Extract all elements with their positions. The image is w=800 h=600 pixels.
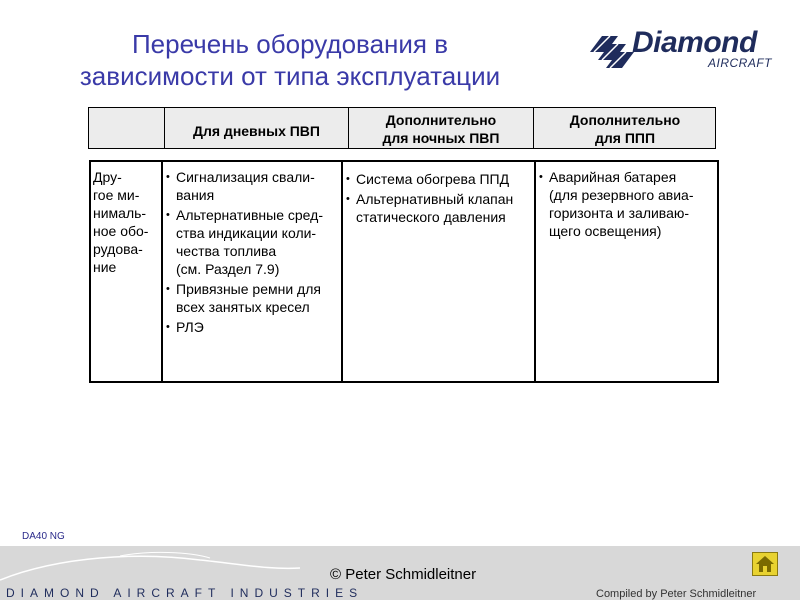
list-item-line: статического давления — [356, 209, 506, 225]
list-item-line: щего освещения) — [549, 223, 662, 239]
logo-subtitle: AIRCRAFT — [708, 56, 772, 70]
row-label-line: ние — [93, 259, 117, 275]
copyright-text: © Peter Schmidleitner — [330, 566, 477, 583]
list-item — [166, 206, 339, 278]
col-night-vfr-items — [341, 162, 534, 381]
home-button[interactable] — [752, 552, 778, 576]
list-item-line: • Альтернативные сред- — [176, 207, 323, 223]
list-item-line: горизонта и заливаю- — [549, 205, 690, 221]
header-col-ifr: Дополнительно для ППП — [533, 108, 716, 148]
row-label-line: рудова- — [93, 241, 143, 257]
list-item-line: (см. Раздел 7.9) — [176, 261, 280, 277]
list-item-line: • Привязные ремни для — [176, 281, 321, 297]
header-col-night-vfr: Дополнительно для ночных ПВП — [348, 108, 533, 148]
equipment-table — [89, 160, 719, 383]
list-item — [166, 280, 339, 316]
list-item-line: • Сигнализация свали- — [176, 169, 315, 185]
list-item — [346, 190, 532, 226]
aircraft-swoosh-icon — [0, 546, 320, 586]
list-item-line: ства индикации коли- — [176, 225, 317, 241]
home-icon — [753, 553, 777, 575]
footer-bar — [0, 546, 800, 600]
list-item-line: • РЛЭ — [176, 319, 204, 335]
row-label-line: гое ми- — [93, 187, 140, 203]
company-name: DIAMOND AIRCRAFT INDUSTRIES — [6, 586, 364, 600]
list-item-line: вания — [176, 187, 215, 203]
list-item — [539, 168, 715, 240]
list-item — [166, 168, 339, 204]
row-label — [91, 162, 161, 381]
logo-word: Diamond — [632, 26, 757, 59]
list-item-line: • Система обогрева ППД — [356, 171, 510, 187]
title-line: зависимости от типа эксплуатации — [79, 61, 501, 91]
list-item-line: (для резервного авиа- — [549, 187, 694, 203]
list-item — [346, 170, 532, 188]
col-day-vfr-items — [161, 162, 341, 381]
diamond-logo-icon — [588, 30, 636, 70]
list-item-line: чества топлива — [176, 243, 277, 259]
col-ifr-items — [534, 162, 717, 381]
row-label-line: Дру- — [93, 169, 122, 185]
row-label-line: нималь- — [93, 205, 147, 221]
model-label: DA40 NG — [22, 531, 65, 542]
compiled-by: Compiled by Peter Schmidleitner — [596, 588, 757, 600]
header-col-day-vfr: Для дневных ПВП — [164, 108, 348, 148]
list-item-line: • Аварийная батарея — [549, 169, 677, 185]
slide-title — [60, 28, 520, 92]
list-item — [166, 318, 339, 336]
title-line: Перечень оборудования в — [131, 29, 449, 59]
list-item-line: всех занятых кресел — [176, 299, 310, 315]
row-label-line: ное обо- — [93, 223, 149, 239]
header-table — [88, 107, 716, 149]
list-item-line: • Альтернативный клапан — [356, 191, 514, 207]
diamond-logo — [588, 28, 778, 72]
